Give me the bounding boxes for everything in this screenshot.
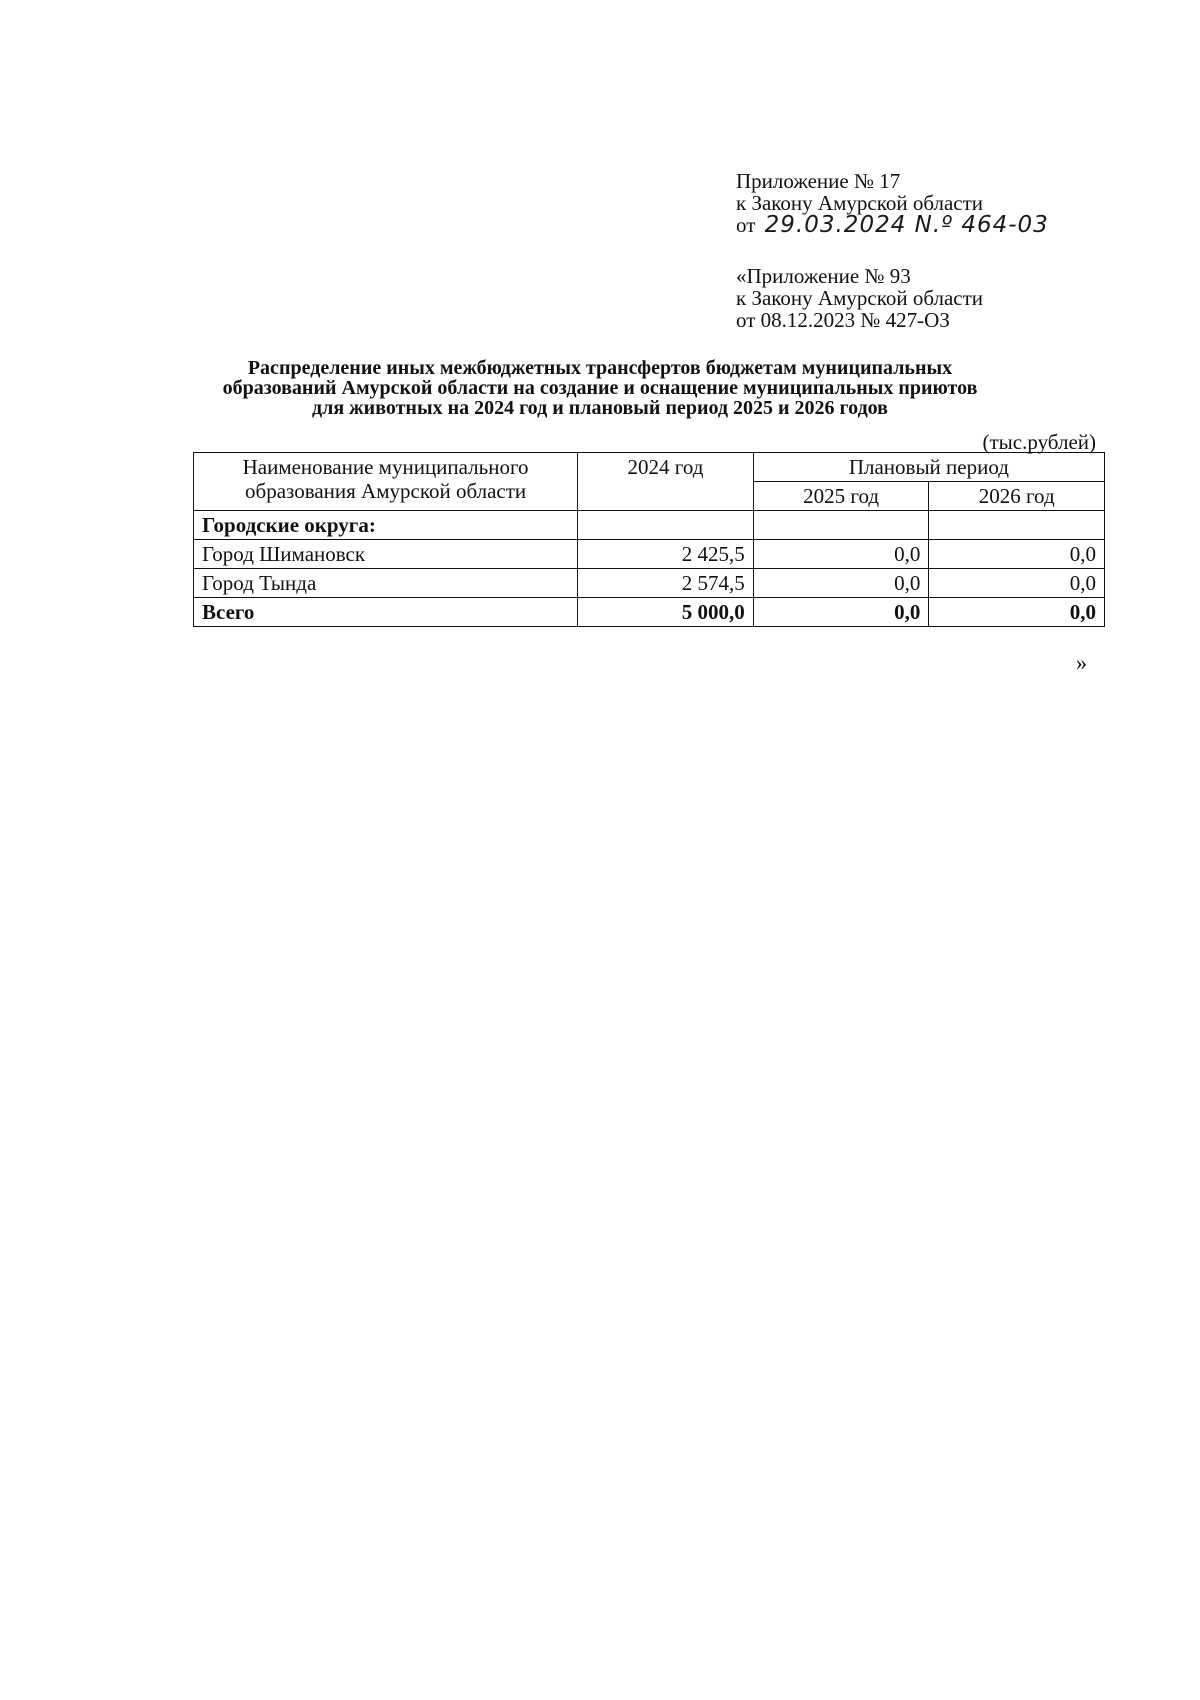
value-2024: 2 574,5 bbox=[578, 569, 754, 598]
value-2025: 0,0 bbox=[753, 540, 929, 569]
title-line-1: Распределение иных межбюджетных трансфертов бюджетам муниципальных bbox=[247, 357, 953, 379]
appendix-block-amended bbox=[736, 265, 1156, 331]
appendix-date-line bbox=[736, 214, 1156, 236]
total-2025: 0,0 bbox=[753, 598, 929, 627]
empty-cell bbox=[929, 511, 1105, 540]
municipality-name: Город Шимановск bbox=[194, 540, 578, 569]
value-2026: 0,0 bbox=[929, 569, 1105, 598]
units-label: (тыс.рублей) bbox=[982, 430, 1096, 454]
table-total-row bbox=[194, 598, 1105, 627]
transfers-table bbox=[193, 452, 1105, 627]
header-planned-period: Плановый период bbox=[753, 453, 1104, 482]
handwritten-date-number: 29.03.2024 N.º 464-03 bbox=[764, 212, 1049, 238]
municipality-name: Город Тында bbox=[194, 569, 578, 598]
table-section-row bbox=[194, 511, 1105, 540]
value-2025: 0,0 bbox=[753, 569, 929, 598]
total-2024: 5 000,0 bbox=[578, 598, 754, 627]
title-line-3: для животных на 2024 год и плановый период 2025 и 2026 годов bbox=[312, 397, 888, 419]
empty-cell bbox=[753, 511, 929, 540]
section-label: Городские округа: bbox=[194, 511, 578, 540]
appendix-block-new bbox=[736, 170, 1156, 236]
empty-cell bbox=[578, 511, 754, 540]
table-header-row bbox=[194, 453, 1105, 482]
closing-quote: » bbox=[1076, 650, 1087, 675]
total-label: Всего bbox=[194, 598, 578, 627]
header-2025: 2025 год bbox=[753, 482, 929, 511]
table-row bbox=[194, 540, 1105, 569]
date-prefix: от bbox=[736, 213, 756, 237]
appendix-law-reference: к Закону Амурской области bbox=[736, 191, 984, 215]
value-2024: 2 425,5 bbox=[578, 540, 754, 569]
total-2026: 0,0 bbox=[929, 598, 1105, 627]
title-line-2: образований Амурской области на создание и оснащение муниципальных приютов bbox=[222, 377, 978, 399]
amended-appendix-number: «Приложение № 93 bbox=[736, 264, 911, 288]
header-2024: 2024 год bbox=[578, 453, 754, 511]
amended-law-date: от 08.12.2023 № 427-ОЗ bbox=[736, 308, 950, 332]
amended-law-reference: к Закону Амурской области bbox=[736, 286, 984, 310]
value-2026: 0,0 bbox=[929, 540, 1105, 569]
header-municipality: Наименование муниципального образования Амурской области bbox=[194, 453, 578, 511]
appendix-number: Приложение № 17 bbox=[736, 169, 901, 193]
header-2026: 2026 год bbox=[929, 482, 1105, 511]
document-title bbox=[150, 358, 1050, 418]
table-row bbox=[194, 569, 1105, 598]
